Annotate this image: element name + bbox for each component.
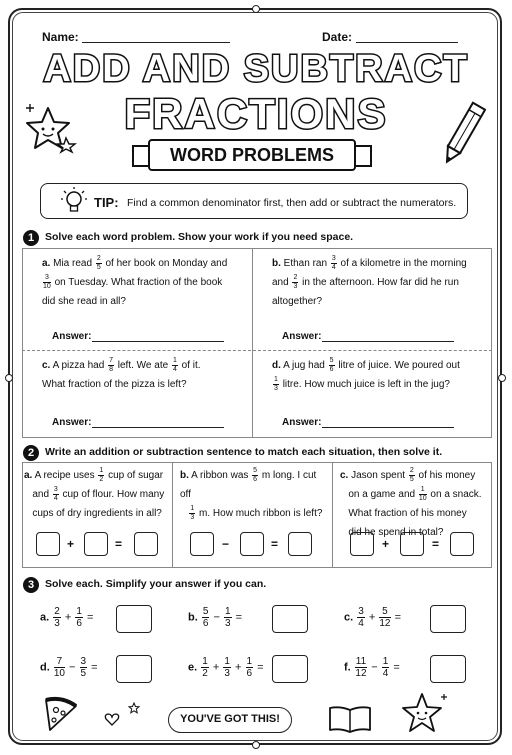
section-2-divider xyxy=(332,462,333,568)
star-face-icon xyxy=(400,690,450,736)
heart-icon xyxy=(104,712,120,726)
equation-box[interactable] xyxy=(36,532,60,556)
answer-label: Answer: xyxy=(282,417,322,428)
problem-3f: f. $\frac{11}{12}$ − $\frac{1}{4}$ = xyxy=(344,656,400,679)
answer-label: Answer: xyxy=(52,417,92,428)
equals-sign: = xyxy=(271,537,279,551)
problem-1c: c. A pizza had $\frac{7}{8}$ left. We ate $\frac{1}{4}$ of it. What fraction of the pizza is left? xyxy=(42,356,201,390)
equation-box[interactable] xyxy=(134,532,158,556)
problem-2c: c. Jason spent $\frac{2}{5}$ of his money on a game and $\frac{1}{10}$ on a snack. What fraction of his money did he spend in total? xyxy=(340,466,482,538)
operator: + xyxy=(382,537,390,551)
answer-box-3f[interactable] xyxy=(430,655,466,683)
title-line-2: FRACTIONS xyxy=(124,90,388,137)
name-label: Name: xyxy=(42,30,79,44)
title-line-1: ADD AND SUBTRACT xyxy=(43,48,469,90)
answer-box-3e[interactable] xyxy=(272,655,308,683)
book-icon xyxy=(328,704,372,734)
problem-3a: a. $\frac{2}{3}$ + $\frac{1}{6}$ = xyxy=(40,606,94,629)
problem-1b: b. Ethan ran $\frac{3}{4}$ of a kilometre in the morning and $\frac{2}{3}$ in the afternoon. How far did he run altogether? xyxy=(272,254,467,307)
section-1-number: 1 xyxy=(23,230,39,246)
answer-box-3c[interactable] xyxy=(430,605,466,633)
star-face-icon xyxy=(24,100,84,166)
tip-label: TIP: xyxy=(94,195,119,210)
section-1-divider xyxy=(252,248,253,438)
problem-1a: a. Mia read $\frac{2}{5}$ of her book on Monday and $\frac{3}{10}$ on Tuesday. What fraction of the book did she read in all? xyxy=(42,254,228,307)
border-ornament xyxy=(5,374,13,382)
date-field[interactable] xyxy=(356,42,458,43)
section-1-instruction: Solve each word problem. Show your work if you need space. xyxy=(45,231,354,243)
date-label: Date: xyxy=(322,30,353,44)
operator: + xyxy=(67,537,75,551)
tip-text: Find a common denominator first, then add or subtract the numerators. xyxy=(127,197,457,209)
problem-3d: d. $\frac{7}{10}$ − $\frac{3}{5}$ = xyxy=(40,656,98,679)
problem-2b: b. A ribbon was $\frac{5}{6}$ m long. I cut off $\frac{1}{3}$ m. How much ribbon is left? xyxy=(180,466,323,521)
equation-box[interactable] xyxy=(450,532,474,556)
answer-box-3a[interactable] xyxy=(116,605,152,633)
equation-box[interactable] xyxy=(240,532,264,556)
problem-2a: a. A recipe uses $\frac{1}{2}$ cup of sugar and $\frac{3}{4}$ cup of flour. How many cups of dry ingredients in all? xyxy=(24,466,165,519)
problem-1d: d. A jug had $\frac{5}{6}$ litre of juice. We poured out $\frac{1}{3}$ litre. How much juice is left in the jug? xyxy=(272,356,460,392)
lightbulb-icon xyxy=(59,186,89,216)
section-1-divider xyxy=(22,350,492,351)
tip-box xyxy=(40,183,468,219)
problem-3e: e. $\frac{1}{2}$ + $\frac{1}{3}$ + $\frac{1}{6}$ = xyxy=(188,656,264,679)
section-2-divider xyxy=(172,462,173,568)
subtitle-banner: WORD PROBLEMS xyxy=(148,139,356,171)
section-3-instruction: Solve each. Simplify your answer if you can. xyxy=(45,578,267,590)
equation-box[interactable] xyxy=(190,532,214,556)
equation-box[interactable] xyxy=(84,532,108,556)
answer-field-1a[interactable] xyxy=(92,341,224,342)
equation-box[interactable] xyxy=(350,532,374,556)
border-ornament xyxy=(252,5,260,13)
border-ornament xyxy=(498,374,506,382)
encouragement-badge: YOU'VE GOT THIS! xyxy=(168,707,292,733)
pencil-icon xyxy=(440,96,486,172)
answer-box-3b[interactable] xyxy=(272,605,308,633)
equation-box[interactable] xyxy=(400,532,424,556)
pizza-icon xyxy=(40,694,80,734)
problem-3c: c. $\frac{3}{4}$ + $\frac{5}{12}$ = xyxy=(344,606,401,629)
answer-field-1b[interactable] xyxy=(322,341,454,342)
equals-sign: = xyxy=(115,537,123,551)
answer-box-3d[interactable] xyxy=(116,655,152,683)
section-2-instruction: Write an addition or subtraction sentence to match each situation, then solve it. xyxy=(45,446,443,458)
star-icon xyxy=(128,702,140,714)
answer-label: Answer: xyxy=(52,331,92,342)
section-3-number: 3 xyxy=(23,577,39,593)
answer-field-1d[interactable] xyxy=(322,427,454,428)
section-2-number: 2 xyxy=(23,445,39,461)
operator: − xyxy=(222,537,230,551)
border-ornament xyxy=(252,741,260,749)
name-field[interactable] xyxy=(82,42,230,43)
answer-label: Answer: xyxy=(282,331,322,342)
problem-3b: b. $\frac{5}{6}$ − $\frac{1}{3}$ = xyxy=(188,606,243,629)
equation-box[interactable] xyxy=(288,532,312,556)
answer-field-1c[interactable] xyxy=(92,427,224,428)
equals-sign: = xyxy=(432,537,440,551)
